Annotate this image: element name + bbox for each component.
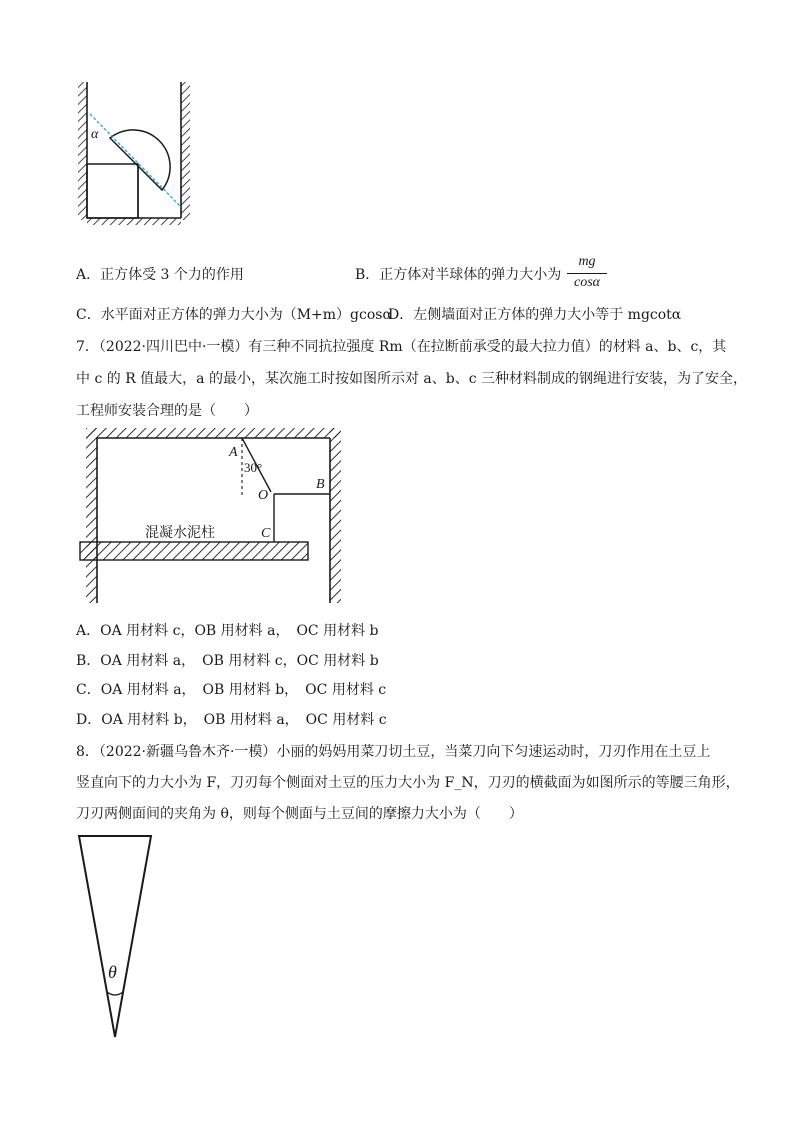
angle-arc [107, 992, 123, 995]
dashed-line [90, 114, 180, 206]
q7-figure [78, 426, 348, 606]
left-wall [86, 428, 97, 603]
q7-option-b: B．OA 用材料 a， OB 用材料 c，OC 用材料 b [76, 653, 379, 669]
q6-option-c: C．水平面对正方体的弹力大小为（M+m）gcosα [76, 307, 392, 323]
q8-stem-line-3: 刀刃两侧面间的夹角为 θ，则每个侧面与土豆间的摩擦力大小为（ ） [76, 806, 523, 822]
floor [87, 218, 181, 225]
angle-label: 30° [244, 460, 263, 475]
cube [87, 164, 138, 218]
left-wall [78, 82, 87, 220]
q6-option-b: B．正方体对半球体的弹力大小为 [355, 267, 562, 283]
pillar-label: 混凝水泥柱 [145, 525, 215, 541]
blade-triangle [79, 836, 151, 1037]
q6-option-d: D．左侧墙面对正方体的弹力大小等于 mgcotα [388, 307, 682, 323]
label-b: B [316, 477, 325, 492]
q7-stem-line-2: 中 c 的 R 值最大，a 的最小，某次施工时按如图所示对 a、b、c 三种材料制成的钢绳进行安装，为了安全， [76, 371, 748, 387]
q6-option-b-numerator: mg [578, 254, 596, 269]
q7-stem-line-1: 7．（2022·四川巴中·一模）有三种不同抗拉强度 Rm（在拉断前承受的最大拉力值）的材料 a、b、c，其 [76, 339, 727, 355]
pillar [80, 542, 308, 560]
q8-stem-line-1: 8．（2022·新疆乌鲁木齐·一模）小丽的妈妈用菜刀切土豆，当菜刀向下匀速运动时，刀刃作用在土豆上 [76, 744, 711, 760]
label-c: C [261, 526, 271, 541]
q7-option-c: C．OA 用材料 a， OB 用材料 b， OC 用材料 c [76, 682, 387, 698]
q7-option-d: D．OA 用材料 b， OB 用材料 a， OC 用材料 c [76, 712, 387, 728]
label-o: O [258, 488, 269, 503]
label-a: A [229, 445, 238, 460]
alpha-label: α [91, 127, 99, 142]
q6-option-a: A．正方体受 3 个力的作用 [76, 267, 244, 283]
ceiling [86, 428, 340, 438]
right-wall [330, 428, 341, 603]
q6-option-b-fraction-bar [567, 273, 607, 274]
q7-stem-line-3: 工程师安装合理的是（ ） [76, 403, 258, 419]
hemisphere [110, 130, 170, 190]
right-wall [181, 82, 190, 220]
q8-figure [75, 832, 165, 1044]
q6-option-b-denominator: cosα [573, 275, 600, 290]
q7-option-a: A．OA 用材料 c，OB 用材料 a， OC 用材料 b [76, 623, 379, 639]
theta-label: θ [108, 962, 117, 982]
q6-figure [70, 78, 200, 228]
q8-stem-line-2: 竖直向下的力大小为 F，刀刃每个侧面对土豆的压力大小为 F_N，刀刃的横截面为如图所示的等腰三角形， [76, 775, 740, 791]
